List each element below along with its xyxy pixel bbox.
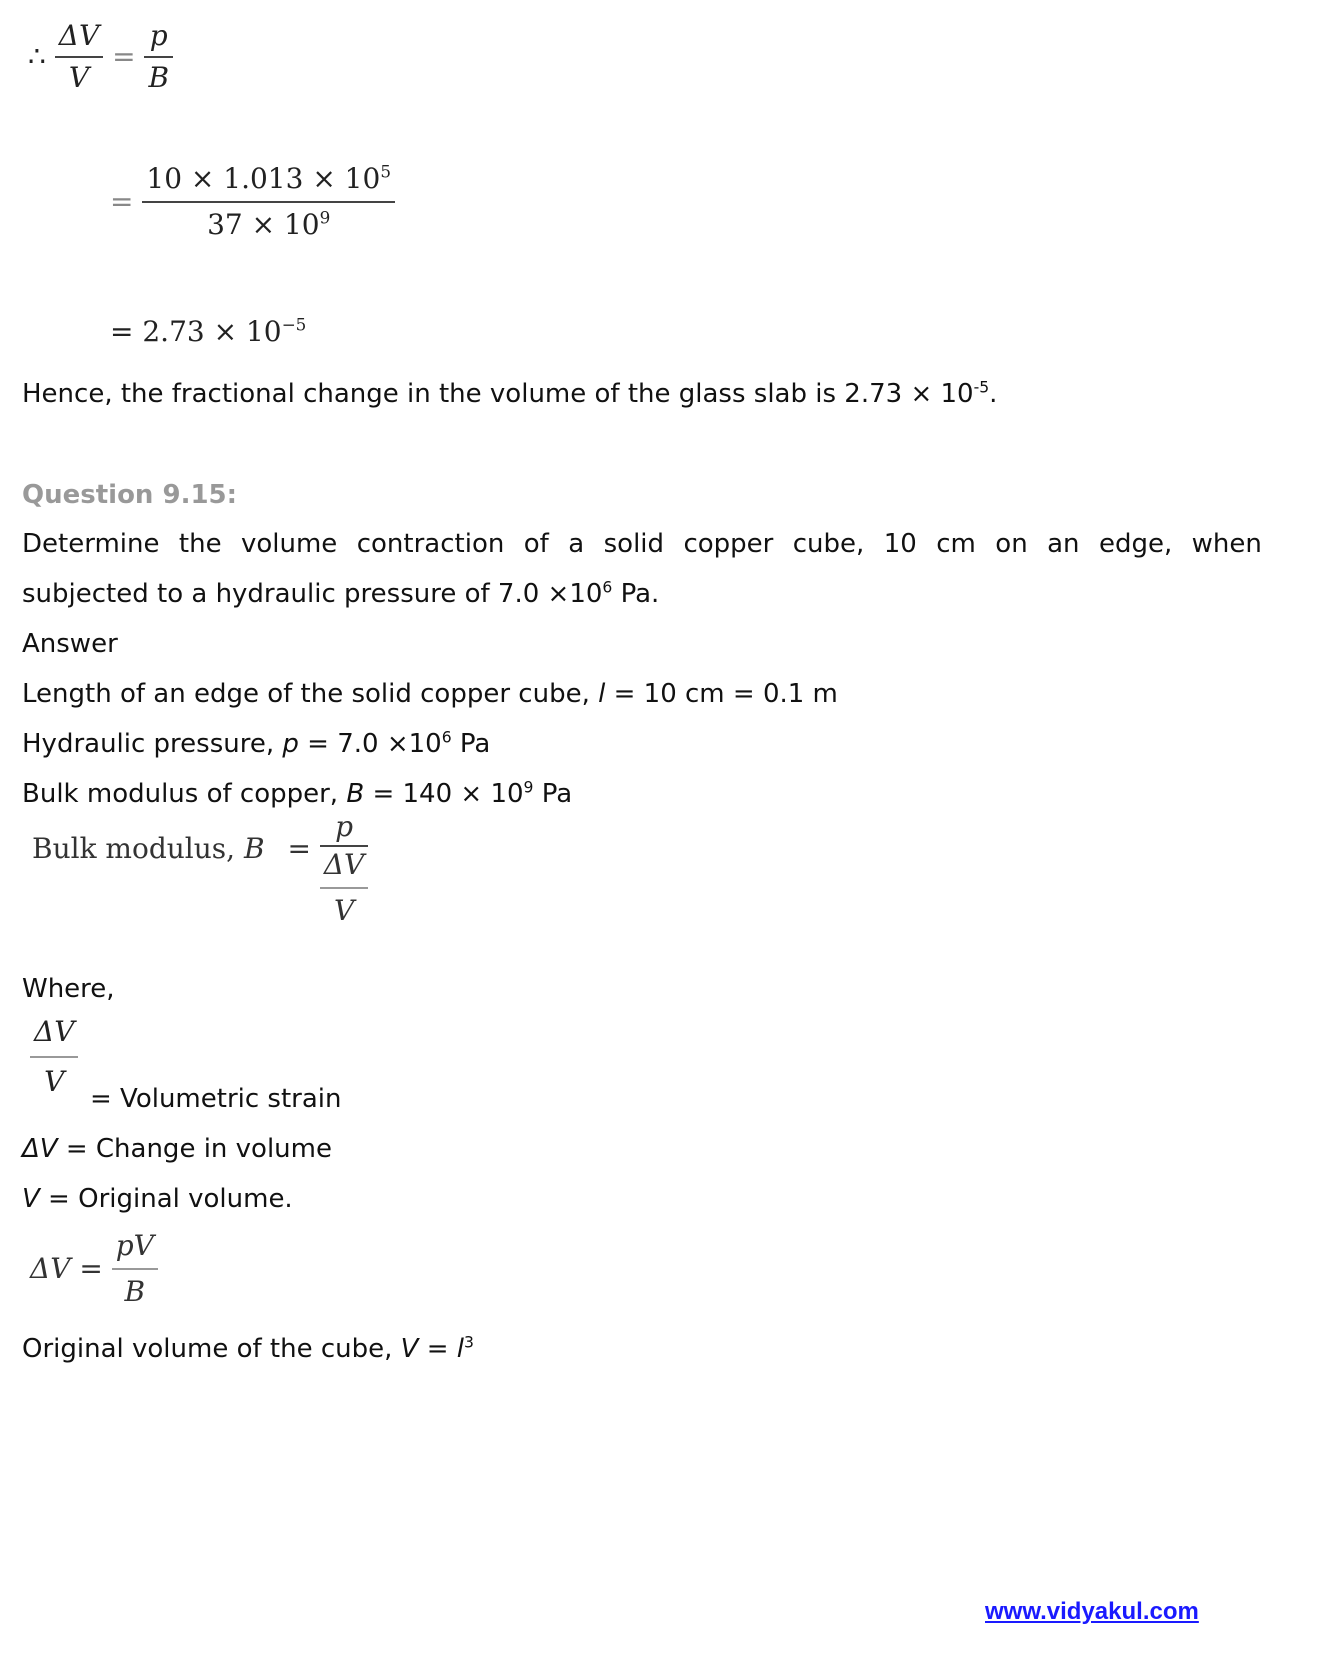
equation-strain-ratio: ∴ $\frac{\Delta V}{V}$ = $\frac{p}{B}$ [28, 22, 173, 92]
original-volume-cube: Original volume of the cube, $V = l^3$ [22, 1333, 474, 1364]
question-word: 10 [883, 529, 917, 559]
question-word: cm [936, 529, 976, 559]
question-word: the [178, 529, 222, 559]
delta-v-formula: ΔV = $\frac{pV}{B}$ [30, 1232, 158, 1306]
fraction-p-over-strain: $\frac{p}{\frac{\Delta V}{V}}$ [320, 813, 368, 925]
question-text-line1 [22, 531, 1262, 557]
question-word: on [995, 529, 1028, 559]
fraction-dv-v: $\frac{\Delta V}{V}$ [55, 22, 103, 92]
change-in-volume-definition: ΔV = Change in volume [22, 1134, 332, 1164]
question-word: a [568, 529, 585, 559]
question-word: when [1191, 529, 1262, 559]
strain-fraction: $\frac{\Delta V}{V}$ [30, 1018, 78, 1096]
conclusion-text: Hence, the fractional change in the volume of the glass slab is $2.73 \times 10^{-5}$. [22, 378, 998, 409]
question-word: solid [603, 529, 665, 559]
equation-result: = $2.73 \times 10^{-5}$ [110, 314, 307, 348]
fraction-bar [320, 845, 368, 847]
fraction-bar [55, 56, 103, 58]
question-word: of [523, 529, 549, 559]
fraction-bar [30, 1056, 78, 1058]
fraction-bar [112, 1268, 158, 1270]
bulk-modulus-formula: Bulk modulus, B = $\frac{p}{\frac{\Delta V}{V}}$ [32, 835, 368, 925]
question-word: copper [683, 529, 774, 559]
where-label: Where, [22, 974, 115, 1004]
given-edge-length: Length of an edge of the solid copper cube, l = 10 cm = 0.1 m [22, 679, 838, 709]
equation-substitution: = $\frac{10 \times 1.013 \times 10^5}{37 \times 10^9}$ [110, 165, 395, 239]
fraction-substitution: $\frac{10 \times 1.013 \times 10^5}{37 \times 10^9}$ [142, 165, 395, 239]
question-word: edge, [1098, 529, 1173, 559]
question-word: Determine [22, 529, 160, 559]
inner-fraction: $\frac{\Delta V}{V}$ [320, 851, 368, 925]
original-volume-definition: V = Original volume. [22, 1184, 293, 1214]
given-bulk-modulus: Bulk modulus of copper, $B = 140 \times 10^9$ Pa [22, 778, 573, 809]
vidyakul-link[interactable]: www.vidyakul.com [985, 1598, 1199, 1625]
question-word: an [1047, 529, 1080, 559]
question-title: Question 9.15: [22, 480, 238, 510]
question-word: volume [240, 529, 338, 559]
question-word: contraction [356, 529, 505, 559]
therefore-symbol: ∴ [28, 40, 46, 73]
given-pressure: Hydraulic pressure, $p = 7.0 \times 10^6$ Pa [22, 728, 491, 759]
fraction-bar [142, 201, 395, 203]
question-text-line2: subjected to a hydraulic pressure of $7.0 \times 10^6$ Pa. [22, 578, 660, 609]
fraction-bar [320, 887, 368, 889]
fraction-p-b: $\frac{p}{B}$ [144, 22, 173, 92]
question-word: cube, [792, 529, 865, 559]
answer-label: Answer [22, 629, 118, 659]
fraction-bar [144, 56, 173, 58]
volumetric-strain-definition: = Volumetric strain [90, 1084, 342, 1114]
